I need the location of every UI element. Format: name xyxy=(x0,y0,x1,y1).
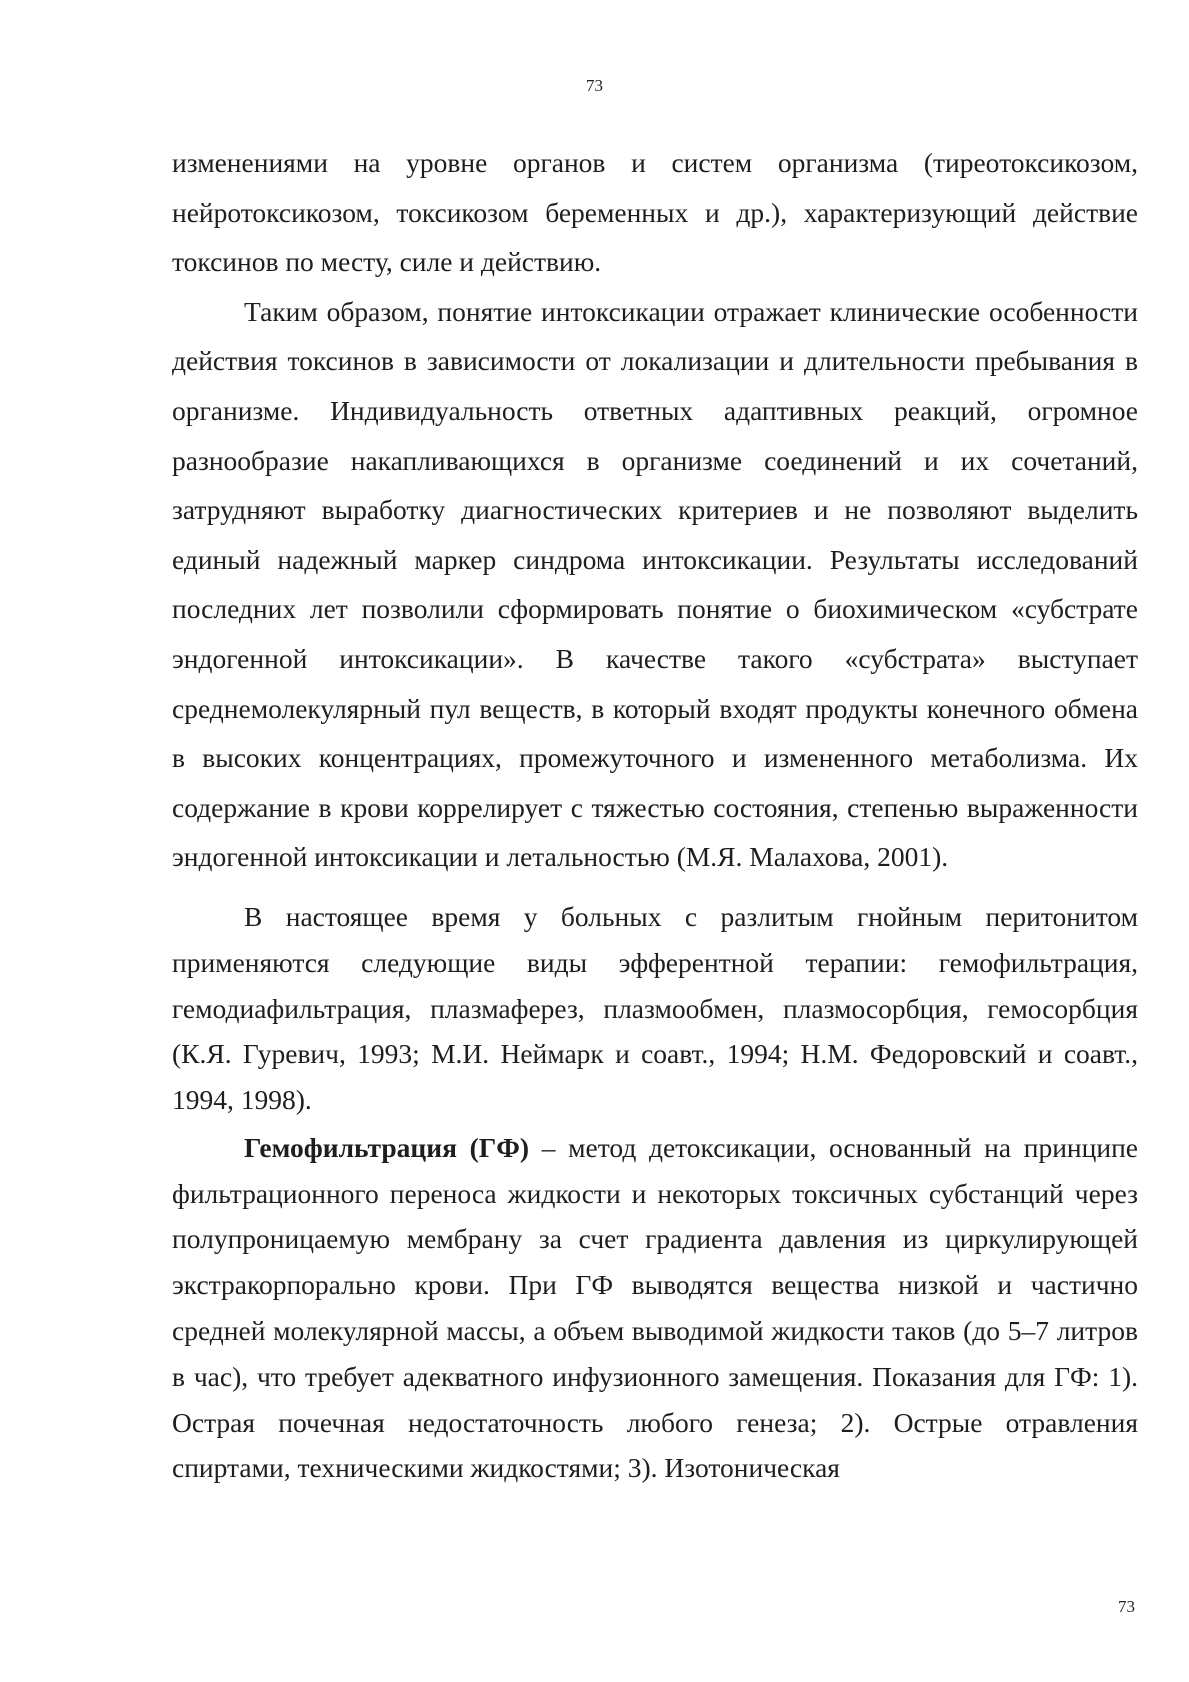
paragraph-continuation: изменениями на уровне органов и систем организма (тиреотоксикозом, нейротоксикозом, токсикозом беременных и др.), характеризующий действие токсинов по месту, силе и действию. xyxy=(172,147,1138,278)
paragraph-efferent-therapy: В настоящее время у больных с разлитым гнойным перитонитом применяются следующие виды эфферентной терапии: гемофильтрация, гемодиафильтрация, плазмаферез, плазмообмен, плазмосорбция, гемосорбция (К.Я. Гуревич, 1993; М.И. Неймарк и соавт., 1994; Н.М. Федоровский и соавт., 1994, 1998). xyxy=(172,900,1138,1116)
page-number-top: 73 xyxy=(586,76,603,95)
hemofiltration-definition: – метод детоксикации, основанный на принципе фильтрационного переноса жидкости и некоторых токсичных субстанций через полупроницаемую мембрану за счет градиента давления из циркулирующей экстракорпорально крови. При ГФ выводятся вещества низкой и частично средней молекулярной массы, а объем выводимой жидкости таков (до 5–7 литров в час), что требует адекватного инфузионного замещения. Показания для ГФ: 1). Острая почечная недостаточность любого генеза; 2). Острые отравления спиртами, техническими жидкостями; 3). Изотоническая xyxy=(172,1131,1138,1484)
paragraph-intoxication-concept: Таким образом, понятие интоксикации отражает клинические особенности действия токсинов в зависимости от локализации и длительности пребывания в организме. Индивидуальность ответных адаптивных реакций, огромное разнообразие накапливающихся в организме соединений и их сочетаний, затрудняют выработку диагностических критериев и не позволяют выделить единый надежный маркер синдрома интоксикации. Результаты исследований последних лет позволили сформировать понятие о биохимическом «субстрате эндогенной интоксикации». В качестве такого «субстрата» выступает среднемолекулярный пул веществ, в который входят продукты конечного обмена в высоких концентрациях, промежуточного и измененного метаболизма. Их содержание в крови коррелирует с тяжестью состояния, степенью выраженности эндогенной интоксикации и летальностью (М.Я. Малахова, 2001). xyxy=(172,295,1138,873)
document-body xyxy=(172,138,1138,1491)
paragraph-hemofiltration xyxy=(172,1125,1138,1491)
page-number-bottom: 73 xyxy=(1118,1597,1135,1616)
term-hemofiltration: Гемофильтрация (ГФ) xyxy=(244,1131,530,1163)
